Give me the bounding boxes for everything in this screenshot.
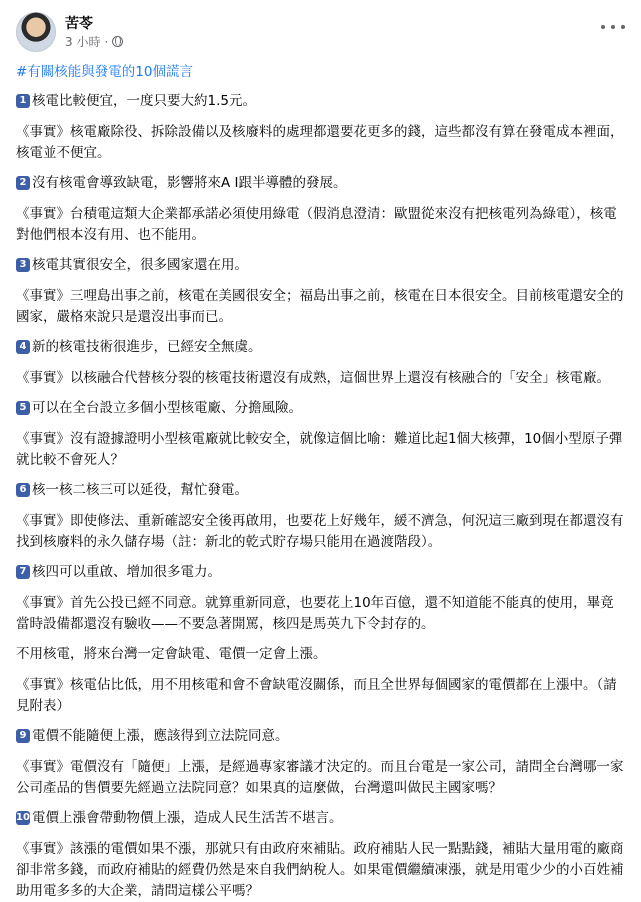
separator-dot: · bbox=[104, 34, 109, 49]
point-claim-line bbox=[16, 643, 625, 665]
point-fact: 《事實》核電佔比低，用不用核電和會不會缺電沒關係，而且全世界每個國家的電價都在上漲中。（請見附表） bbox=[16, 677, 617, 714]
post-meta bbox=[65, 15, 123, 50]
point-claim-line bbox=[16, 397, 625, 419]
number-badge-icon: 7 bbox=[16, 565, 30, 579]
post-subline bbox=[65, 34, 123, 50]
point-claim-line bbox=[16, 807, 625, 829]
point-claim-line bbox=[16, 725, 625, 747]
post-point bbox=[16, 172, 625, 246]
point-claim-line bbox=[16, 90, 625, 112]
number-badge-icon: 10 bbox=[16, 812, 30, 823]
point-claim-line bbox=[16, 561, 625, 583]
point-fact: 《事實》即使修法、重新確認安全後再啟用，也要花上好幾年，緩不濟急，何況這三廠到現在都還沒有找到核廢料的永久儲存場（註：新北的乾式貯存場只能用在過渡階段）。 bbox=[16, 513, 624, 550]
point-fact: 《事實》核電廠除役、拆除設備以及核廢料的處理都還要花更多的錢，這些都沒有算在發電成本裡面，核電並不便宜。 bbox=[16, 124, 624, 161]
point-claim-line bbox=[16, 172, 625, 194]
point-claim: 核電其實很安全，很多國家還在用。 bbox=[32, 257, 248, 273]
point-claim: 核電比較便宜，一度只要大約1.5元。 bbox=[32, 93, 256, 109]
point-claim: 核四可以重啟、增加很多電力。 bbox=[32, 564, 221, 580]
author-name[interactable]: 苦苓 bbox=[65, 15, 93, 32]
point-claim: 電價不能隨便上漲，應該得到立法院同意。 bbox=[32, 728, 289, 744]
number-badge-icon: 5 bbox=[16, 401, 30, 415]
point-fact: 《事實》台積電這類大企業都承諾必須使用綠電（假消息澄清：歐盟從來沒有把核電列為綠電），核電對他們根本沒有用、也不能用。 bbox=[16, 206, 617, 243]
point-fact: 《事實》以核融合代替核分裂的核電技術還沒有成熟，這個世界上還沒有核融合的「安全」核電廠。 bbox=[16, 370, 610, 386]
point-claim-line bbox=[16, 479, 625, 501]
point-claim: 沒有核電會導致缺電，影響將來A I跟半導體的發展。 bbox=[32, 175, 347, 191]
point-claim: 電價上漲會帶動物價上漲，造成人民生活苦不堪言。 bbox=[32, 810, 343, 826]
post-time[interactable]: 3 小時 bbox=[65, 34, 101, 49]
post-point bbox=[16, 807, 625, 902]
point-claim: 核一核二核三可以延役，幫忙發電。 bbox=[32, 482, 248, 498]
number-badge-icon: 9 bbox=[16, 729, 30, 743]
point-fact: 《事實》沒有證據證明小型核電廠就比較安全，就像這個比喻：難道比起1個大核彈，10個小型原子彈就比較不會死人？ bbox=[16, 431, 623, 468]
post-point bbox=[16, 479, 625, 553]
point-claim: 不用核電，將來台灣一定會缺電、電價一定會上漲。 bbox=[16, 646, 327, 662]
number-badge-icon: 4 bbox=[16, 340, 30, 354]
post-point bbox=[16, 643, 625, 717]
hashtag-link[interactable]: #有關核能與發電的10個謊言 bbox=[16, 64, 193, 80]
post-point bbox=[16, 561, 625, 635]
point-claim: 可以在全台設立多個小型核電廠、分擔風險。 bbox=[32, 400, 302, 416]
globe-icon bbox=[112, 36, 123, 47]
number-badge-icon: 2 bbox=[16, 176, 30, 190]
post-point bbox=[16, 397, 625, 471]
post-header bbox=[16, 10, 625, 54]
post-point bbox=[16, 90, 625, 164]
point-claim-line bbox=[16, 336, 625, 358]
number-badge-icon: 1 bbox=[16, 94, 30, 108]
more-options-icon[interactable] bbox=[601, 22, 625, 32]
point-claim: 新的核電技術很進步，已經安全無虞。 bbox=[32, 339, 262, 355]
avatar[interactable] bbox=[16, 12, 56, 52]
post-point bbox=[16, 254, 625, 328]
point-fact: 《事實》首先公投已經不同意。就算重新同意，也要花上10年百億，還不知道能不能真的使用，畢竟當時設備都還沒有驗收——不要急著開罵，核四是馬英九下令封存的。 bbox=[16, 595, 614, 632]
number-badge-icon: 3 bbox=[16, 258, 30, 272]
point-claim-line bbox=[16, 254, 625, 276]
number-badge-icon: 6 bbox=[16, 483, 30, 497]
post-point bbox=[16, 336, 625, 389]
point-fact: 《事實》三哩島出事之前，核電在美國很安全；福島出事之前，核電在日本很安全。目前核電還安全的國家，嚴格來說只是還沒出事而已。 bbox=[16, 288, 624, 325]
point-fact: 《事實》該漲的電價如果不漲，那就只有由政府來補貼。政府補貼人民一點點錢，補貼大量用電的廠商卻非常多錢，而政府補貼的經費仍然是來自我們納稅人。如果電價繼續凍漲，就是用電少少的小百姓補助用電多多的大企業，請問這樣公平嗎？ bbox=[16, 841, 624, 899]
post-content bbox=[16, 90, 625, 902]
post-point bbox=[16, 725, 625, 799]
point-fact: 《事實》電價沒有「隨便」上漲，是經過專家審議才決定的。而且台電是一家公司，請問全台灣哪一家公司產品的售價要先經過立法院同意？如果真的這麼做，台灣還叫做民主國家嗎？ bbox=[16, 759, 624, 796]
